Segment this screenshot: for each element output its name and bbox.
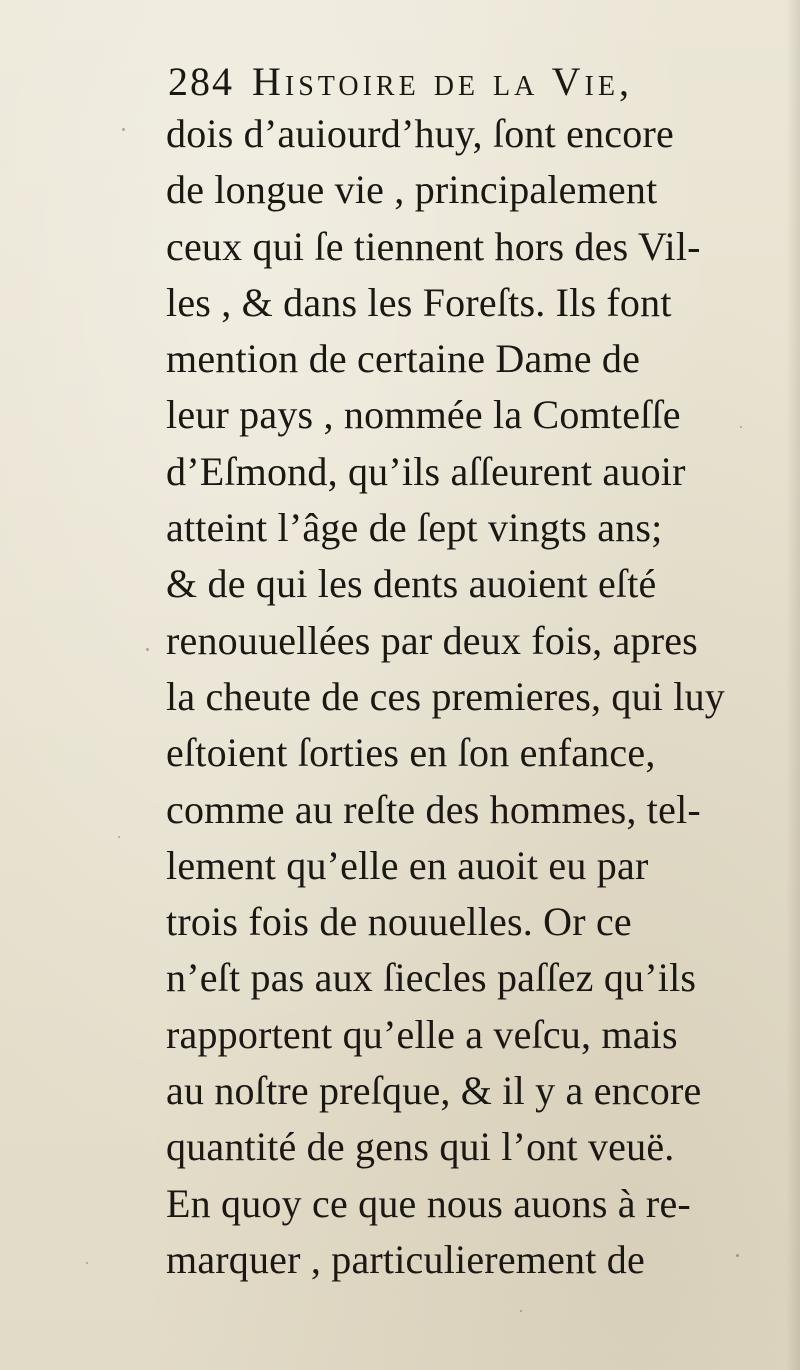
text-line: dois d’auiourd’huy, ſont encore <box>166 111 674 156</box>
running-title: Histoire de la Vie, <box>252 59 633 104</box>
text-line: d’Eſmond, qu’ils aſſeurent auoir <box>166 448 686 494</box>
text-line: renouuellées par deux fois, apres <box>166 617 698 663</box>
text-line: lement qu’elle en auoit eu par <box>166 842 649 888</box>
text-line: trois fois de nouuelles. Or ce <box>166 899 632 945</box>
text-line: au noſtre preſque, & il y a encore <box>166 1068 702 1114</box>
page-edge-shadow <box>786 0 800 1370</box>
text-line: ceux qui ſe tiennent hors des Vil- <box>166 223 701 269</box>
text-line: leur pays , nommée la Comteſſe <box>166 392 681 438</box>
text-line: comme au reſte des hommes, tel- <box>166 786 701 832</box>
text-line: atteint l’âge de ſept vingts ans; <box>166 505 663 551</box>
text-line: de longue vie , principalement <box>166 167 658 213</box>
text-line: eſtoient ſorties en ſon enfance, <box>166 730 656 776</box>
text-line: les , & dans les Foreſts. Ils font <box>166 279 672 325</box>
text-line: & de qui les dents auoient eſté <box>166 561 657 607</box>
body-text <box>166 106 766 1288</box>
text-line: n’eſt pas aux ſiecles paſſez qu’ils <box>166 955 697 1001</box>
running-header <box>168 52 758 112</box>
text-line: mention de certaine Dame de <box>166 336 641 382</box>
text-line: la cheute de ces premieres, qui luy <box>166 673 725 719</box>
text-line: marquer , particulierement de <box>166 1236 645 1282</box>
text-line: rapportent qu’elle a veſcu, mais <box>166 1011 678 1057</box>
text-line: quantité de gens qui l’ont veuë. <box>166 1124 675 1170</box>
text-line: En quoy ce que nous auons à re- <box>166 1180 691 1226</box>
page-number: 284 <box>168 59 234 104</box>
